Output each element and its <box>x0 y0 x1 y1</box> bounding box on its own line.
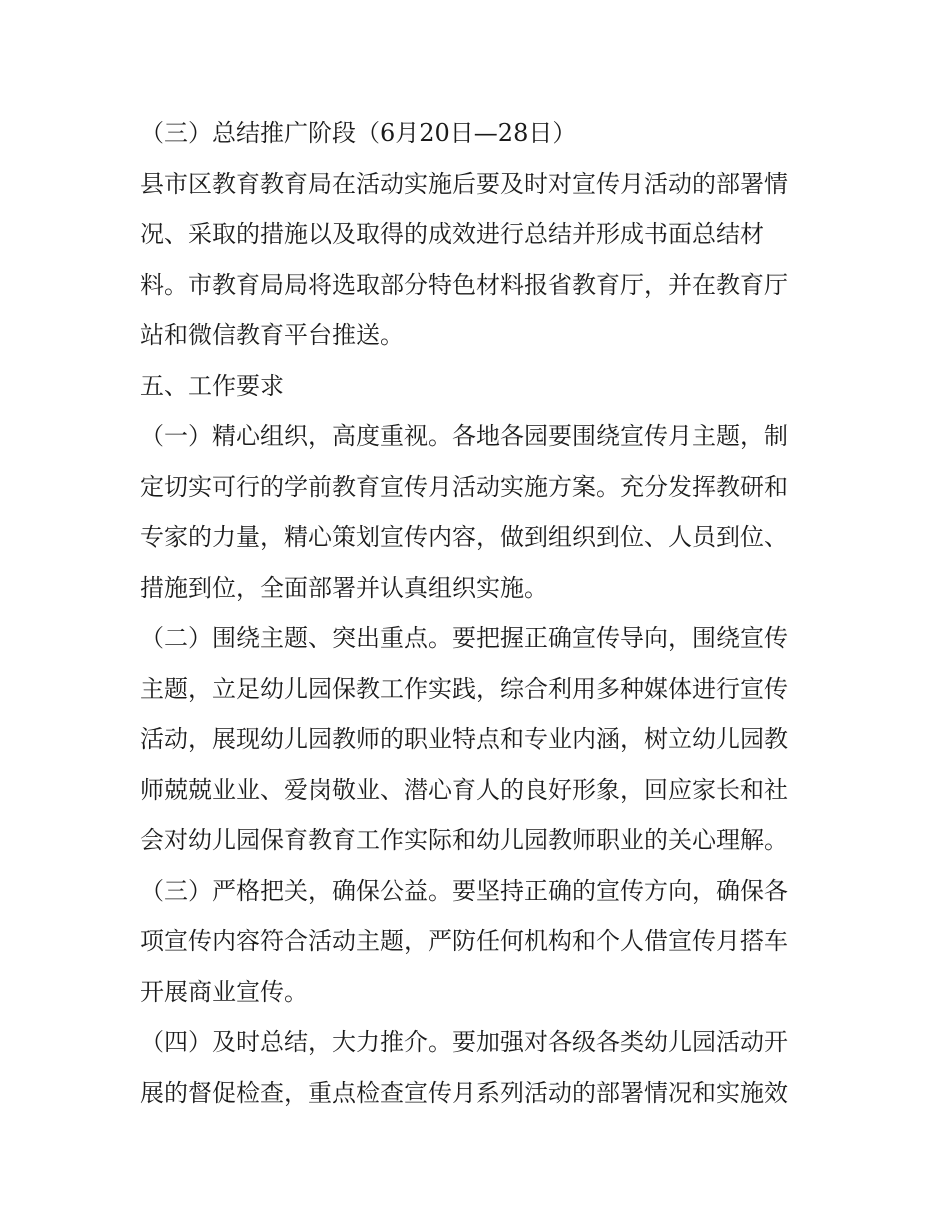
text-line: 县市区教育教育局在活动实施后要及时对宣传月活动的部署情 <box>140 169 788 198</box>
text-line: 展的督促检查，重点检查宣传月系列活动的部署情况和实施效 <box>140 1078 788 1107</box>
text-line: （三）严格把关，确保公益。要坚持正确的宣传方向，确保各 <box>140 876 788 905</box>
text-line: 开展商业宣传。 <box>140 977 308 1006</box>
text-line: 站和微信教育平台推送。 <box>140 321 404 349</box>
section-heading: 五、工作要求 <box>140 371 284 400</box>
text-line: （三）总结推广阶段（6月20日—28日） <box>140 119 577 147</box>
text-line: 专家的力量，精心策划宣传内容，做到组织到位、人员到位、 <box>140 523 788 551</box>
text-line: 会对幼儿园保育教育工作实际和幼儿园教师职业的关心理解。 <box>140 826 788 854</box>
text-line: 师兢兢业业、爱岗敬业、潜心育人的良好形象，回应家长和社 <box>140 775 788 804</box>
text-line: 措施到位，全面部署并认真组织实施。 <box>140 573 548 602</box>
text-line: （一）精心组织，高度重视。各地各园要围绕宣传月主题，制 <box>140 422 788 450</box>
text-line: 料。市教育局局将选取部分特色材料报省教育厅，并在教育厅 <box>140 270 788 299</box>
document-body <box>140 108 812 1118</box>
text-line: 活动，展现幼儿园教师的职业特点和专业内涵，树立幼儿园教 <box>140 725 788 753</box>
text-line: 主题，立足幼儿园保教工作实践，综合利用多种媒体进行宣传 <box>140 674 788 703</box>
text-line: 况、采取的措施以及取得的成效进行总结并形成书面总结材 <box>140 220 764 248</box>
text-line: （四）及时总结，大力推介。要加强对各级各类幼儿园活动开 <box>140 1028 788 1056</box>
text-line: 项宣传内容符合活动主题，严防任何机构和个人借宣传月搭车 <box>140 927 788 955</box>
text-line: （二）围绕主题、突出重点。要把握正确宣传导向，围绕宣传 <box>140 624 788 652</box>
text-line: 定切实可行的学前教育宣传月活动实施方案。充分发挥教研和 <box>140 472 788 501</box>
